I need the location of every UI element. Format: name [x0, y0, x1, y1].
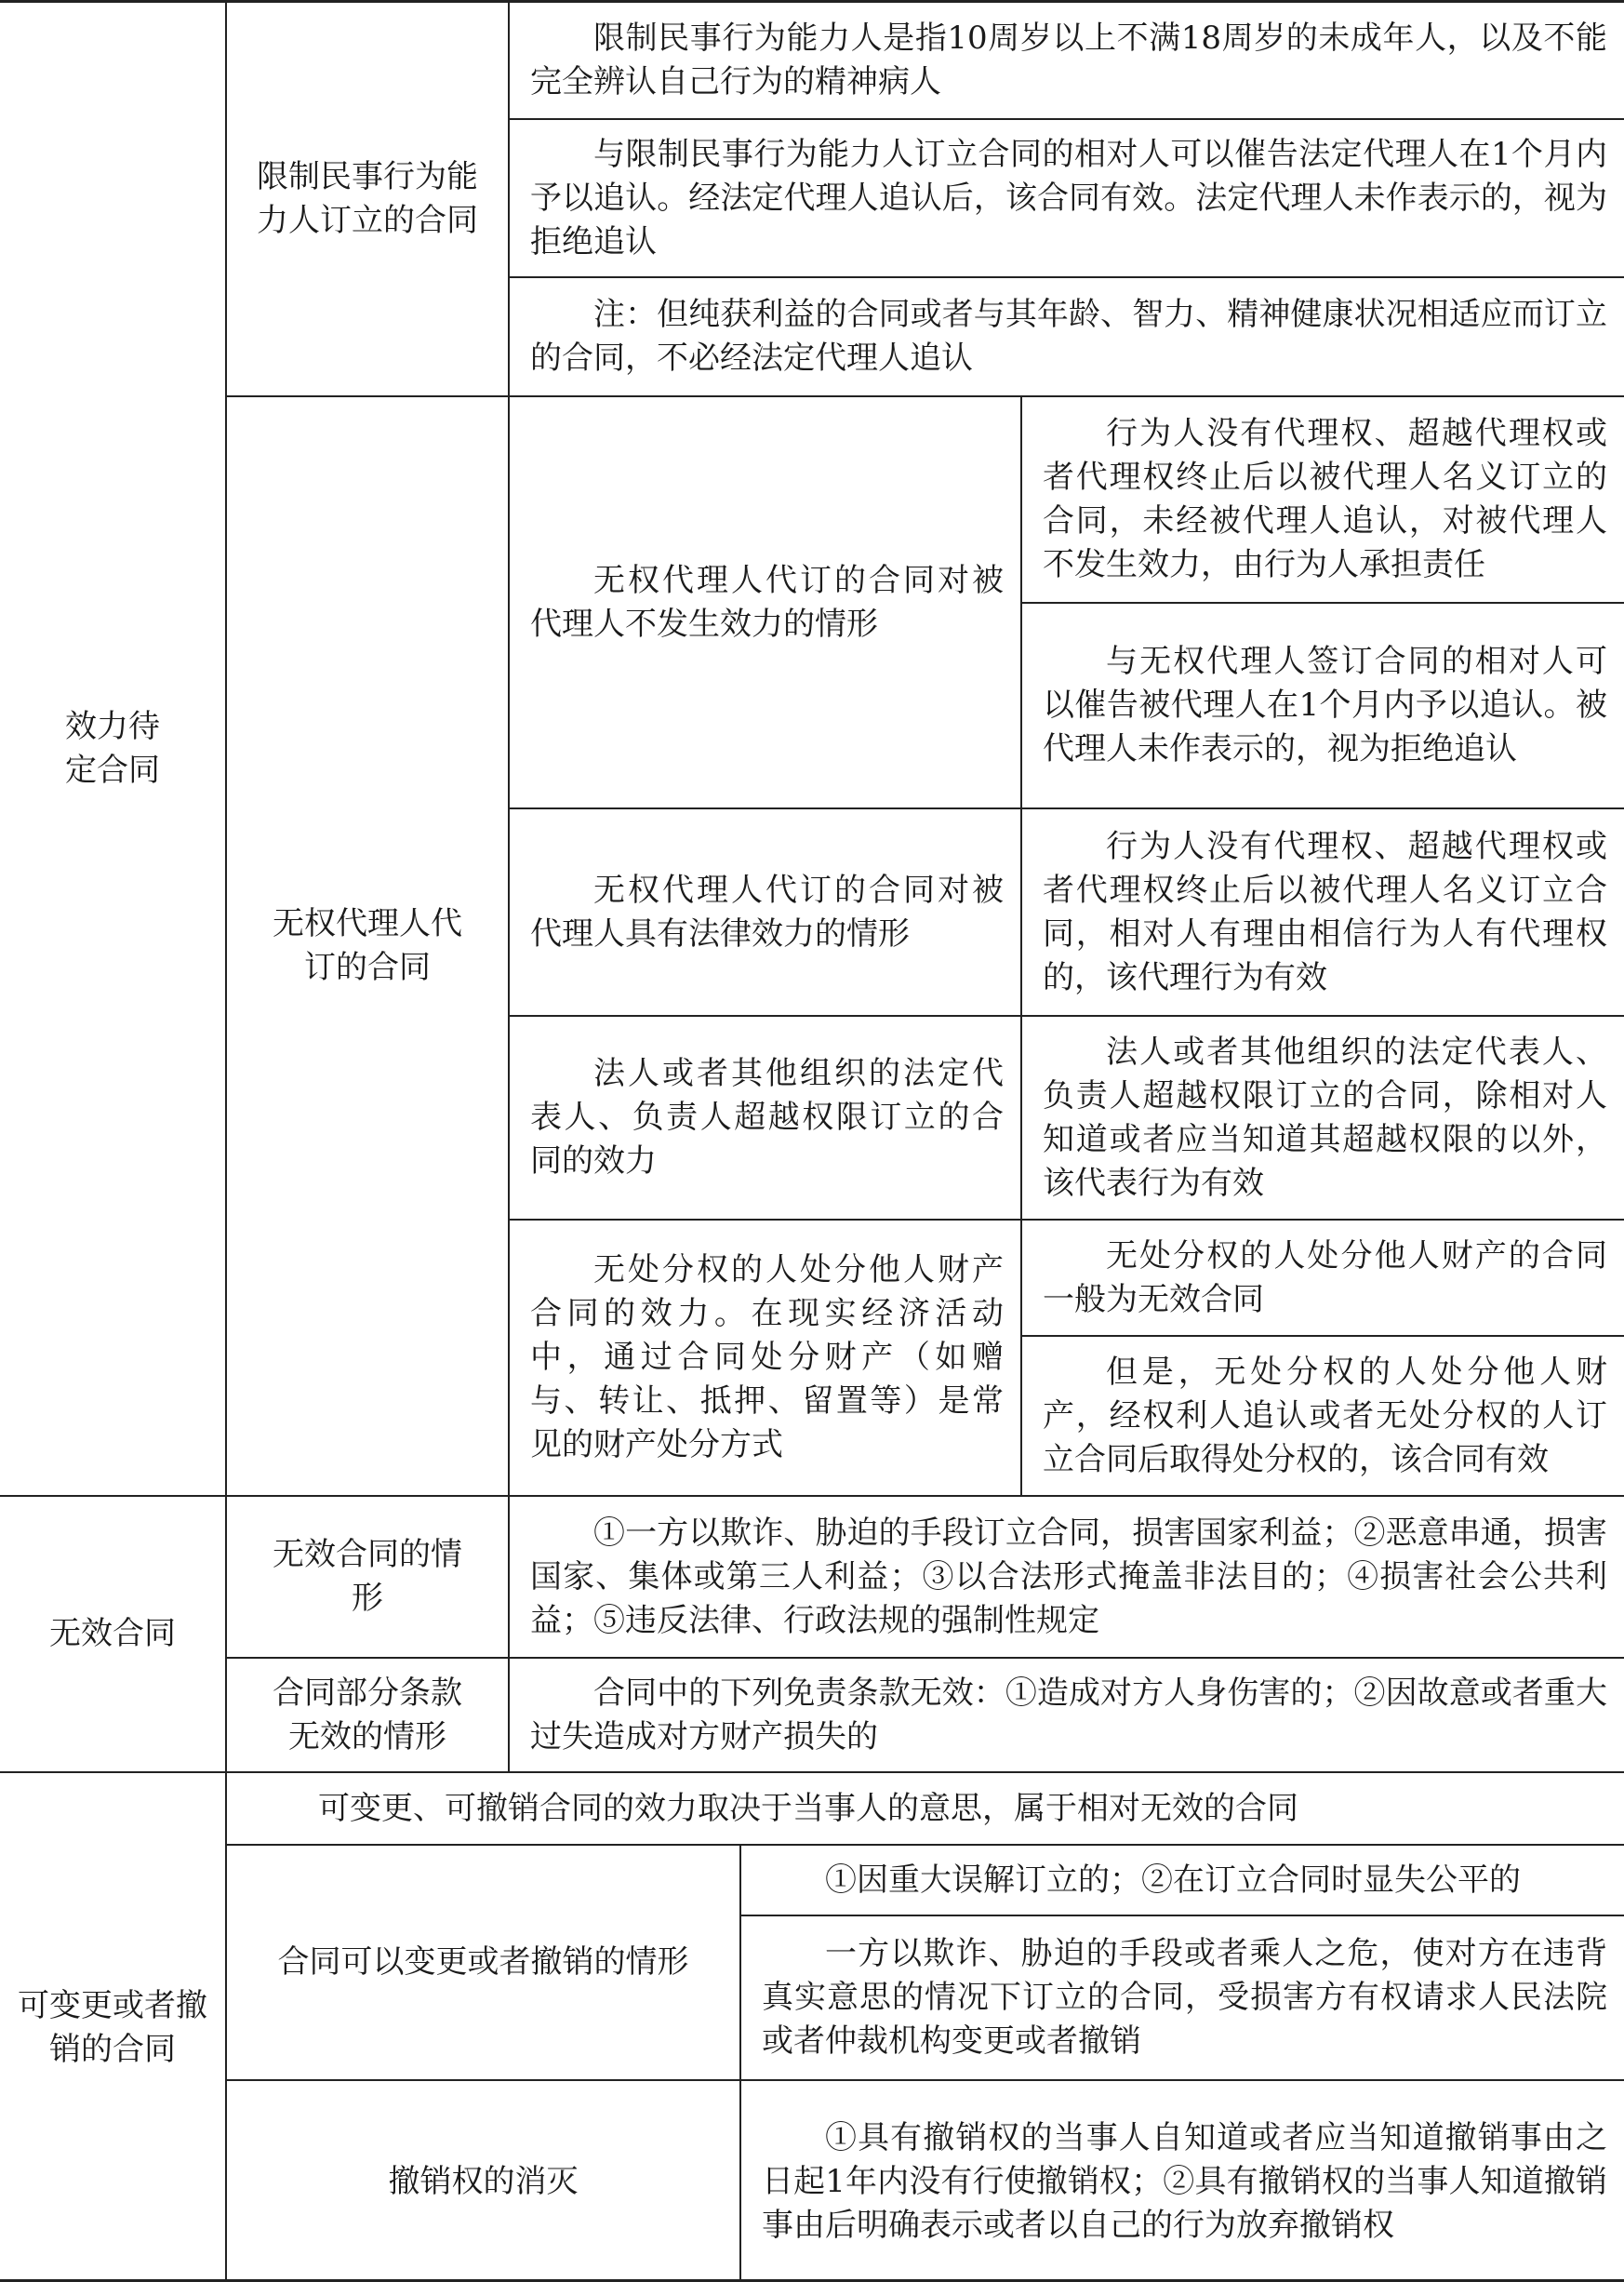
invalid-situations-content [508, 1495, 1624, 1657]
row-text: ①具有撤销权的当事人自知道或者应当知道撤销事由之日起1年内没有行使撤销权；②具有撤销权的当事人知道撤销事由后明确表示或者以自己的行为放弃撤销权 [762, 2118, 1607, 2244]
row-text: 注：但纯获利益的合同或者与其年龄、智力、精神健康状况相适应而订立的合同，不必经法定代理人追认 [530, 296, 1607, 377]
rule-text: 但是，无处分权的人处分他人财产，经权利人追认或者无处分权的人订立合同后取得处分权的，该合同有效 [1043, 1353, 1607, 1478]
row-text: 合同中的下列免责条款无效：①造成对方人身伤害的；②因故意或者重大过失造成对方财产损失的 [530, 1674, 1607, 1755]
subsection-label: 无权代理人代订的合同 [273, 905, 462, 986]
situation-text: 无权代理人代订的合同对被代理人具有法律效力的情形 [530, 871, 1004, 953]
situation-not-binding [508, 395, 1020, 807]
revocation-extinction-content [739, 2079, 1624, 2282]
subsection-label: 无效合同的情形 [273, 1536, 462, 1617]
limited-capacity-row-1 [508, 0, 1624, 118]
subsection-label: 撤销权的消灭 [388, 2162, 579, 2200]
row-text: ①因重大误解订立的；②在订立合同时显失公平的 [825, 1861, 1521, 1899]
rule-legal-representative [1020, 1015, 1624, 1219]
situation-text: 法人或者其他组织的法定代表人、负责人超越权限订立的合同的效力 [530, 1055, 1004, 1180]
situation-no-disposal-right [508, 1219, 1020, 1495]
category-label: 无效合同 [49, 1615, 176, 1652]
subsection-label: 合同可以变更或者撤销的情形 [277, 1943, 689, 1981]
subsection-limited-capacity [225, 0, 508, 395]
subsection-label: 合同部分条款无效的情形 [273, 1674, 462, 1755]
rule-no-disposal-right-1 [1020, 1219, 1624, 1335]
subsection-unauthorized-agent [225, 395, 508, 1495]
rule-not-binding-2 [1020, 602, 1624, 807]
row-text: ①一方以欺诈、胁迫的手段订立合同，损害国家利益；②恶意串通，损害国家、集体或第三人利益；③以合法形式掩盖非法目的；④损害社会公共利益；⑤违反法律、行政法规的强制性规定 [530, 1514, 1607, 1639]
limited-capacity-row-3 [508, 276, 1624, 395]
situation-binding [508, 807, 1020, 1015]
situation-text: 无处分权的人处分他人财产合同的效力。在现实经济活动中，通过合同处分财产（如赠与、转让、抵押、留置等）是常见的财产处分方式 [530, 1251, 1004, 1463]
category-label: 可变更或者撤销的合同 [18, 1986, 207, 2068]
partial-invalid-content [508, 1657, 1624, 1771]
row-text: 一方以欺诈、胁迫的手段或者乘人之危，使对方在违背真实意思的情况下订立的合同，受损害方有权请求人民法院或者仲裁机构变更或者撤销 [762, 1935, 1607, 2060]
situation-legal-representative [508, 1015, 1020, 1219]
subsection-invalid-situations [225, 1495, 508, 1657]
row-text: 限制民事行为能力人是指10周岁以上不满18周岁的未成年人，以及不能完全辨认自己行为的精神病人 [530, 19, 1607, 100]
row-text: 可变更、可撤销合同的效力取决于当事人的意思，属于相对无效的合同 [318, 1789, 1298, 1827]
category-label: 效力待定合同 [65, 707, 160, 789]
rule-no-disposal-right-2 [1020, 1335, 1624, 1495]
rule-text: 法人或者其他组织的法定代表人、负责人超越权限订立的合同，除相对人知道或者应当知道其超越权限的以外，该代表行为有效 [1043, 1033, 1607, 1202]
situation-text: 无权代理人代订的合同对被代理人不发生效力的情形 [530, 561, 1004, 643]
subsection-revocation-extinction [225, 2079, 739, 2282]
rule-text: 行为人没有代理权、超越代理权或者代理权终止后以被代理人名义订立合同，相对人有理由相信行为人有代理权的，该代理行为有效 [1043, 827, 1607, 996]
subsection-label: 限制民事行为能力人订立的合同 [257, 157, 478, 239]
subsection-revocable-situations [225, 1844, 739, 2079]
rule-binding [1020, 807, 1624, 1015]
category-revocable [0, 1771, 225, 2282]
revocable-intro [225, 1771, 1624, 1844]
limited-capacity-row-2 [508, 118, 1624, 276]
revocable-situation-row-2 [739, 1915, 1624, 2079]
rule-text: 行为人没有代理权、超越代理权或者代理权终止后以被代理人名义订立的合同，未经被代理人追认，对被代理人不发生效力，由行为人承担责任 [1043, 415, 1607, 583]
category-pending-validity [0, 0, 225, 1495]
rule-text: 无处分权的人处分他人财产的合同一般为无效合同 [1043, 1236, 1607, 1318]
subsection-partial-invalid [225, 1657, 508, 1771]
revocable-situation-row-1 [739, 1844, 1624, 1915]
row-text: 与限制民事行为能力人订立合同的相对人可以催告法定代理人在1个月内予以追认。经法定代理人追认后，该合同有效。法定代理人未作表示的，视为拒绝追认 [530, 135, 1607, 260]
rule-not-binding-1 [1020, 395, 1624, 602]
category-invalid [0, 1495, 225, 1771]
rule-text: 与无权代理人签订合同的相对人可以催告被代理人在1个月内予以追认。被代理人未作表示的，视为拒绝追认 [1043, 643, 1607, 767]
